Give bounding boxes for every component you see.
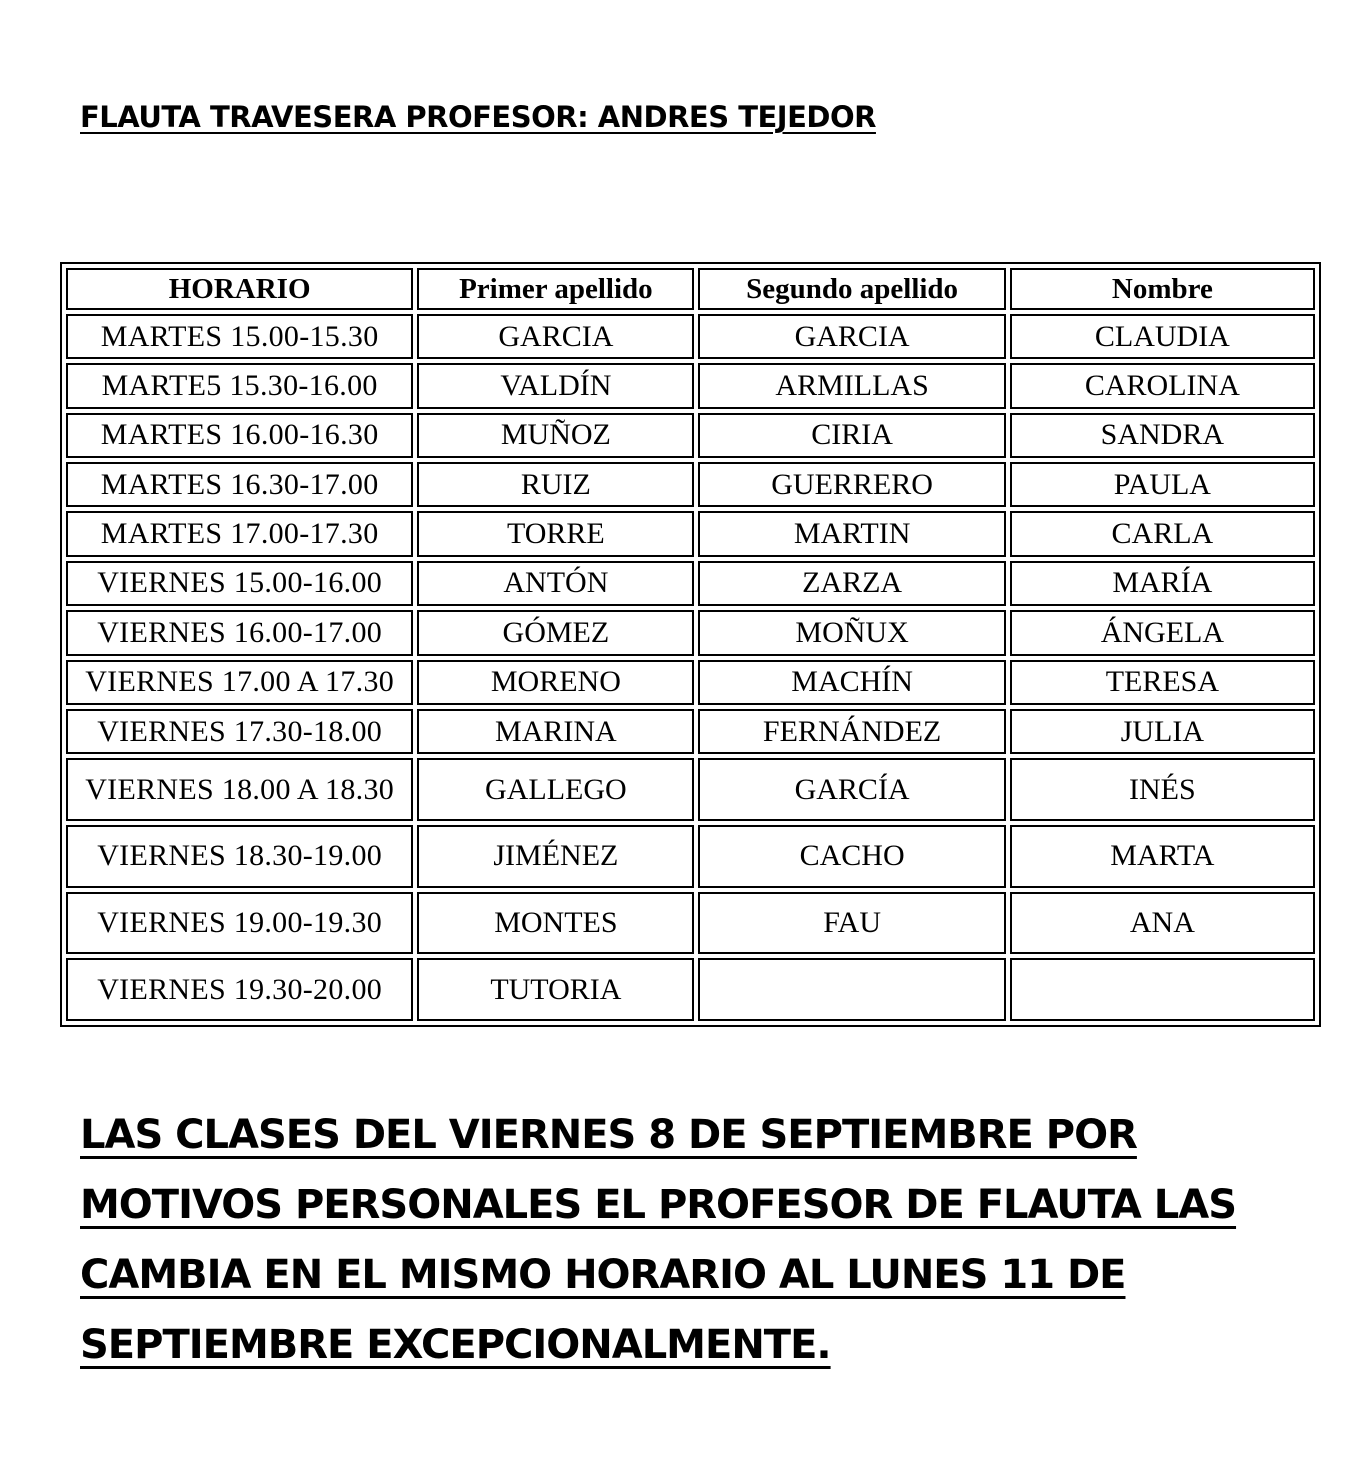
notice-text — [80, 1100, 1280, 1380]
cell-nombre: ÁNGELA — [1010, 610, 1315, 655]
cell-horario: VIERNES 19.00-19.30 — [66, 892, 413, 955]
cell-nombre: MARTA — [1010, 825, 1315, 888]
notice-line-text: SEPTIEMBRE EXCEPCIONALMENTE. — [80, 1322, 831, 1368]
cell-primer-apellido: GÓMEZ — [417, 610, 694, 655]
cell-segundo-apellido: CIRIA — [698, 413, 1005, 458]
notice-line-text: LAS CLASES DEL VIERNES 8 DE SEPTIEMBRE POR — [80, 1112, 1137, 1158]
cell-primer-apellido: TUTORIA — [417, 958, 694, 1021]
cell-horario: MARTES 16.00-16.30 — [66, 413, 413, 458]
notice-line-text: MOTIVOS PERSONALES EL PROFESOR DE FLAUTA LAS — [80, 1182, 1237, 1228]
notice-line — [80, 1100, 1280, 1170]
notice-line — [80, 1240, 1280, 1310]
header-segundo-apellido: Segundo apellido — [698, 268, 1005, 310]
cell-horario: VIERNES 19.30-20.00 — [66, 958, 413, 1021]
cell-primer-apellido: JIMÉNEZ — [417, 825, 694, 888]
cell-segundo-apellido: GUERRERO — [698, 462, 1005, 507]
notice-line — [80, 1170, 1280, 1240]
table-row — [66, 758, 1315, 821]
cell-segundo-apellido: GARCIA — [698, 314, 1005, 359]
header-primer-apellido: Primer apellido — [417, 268, 694, 310]
table-row — [66, 660, 1315, 705]
schedule-table — [62, 264, 1319, 1025]
table-row — [66, 610, 1315, 655]
cell-horario: MARTES 17.00-17.30 — [66, 511, 413, 556]
cell-segundo-apellido: ZARZA — [698, 561, 1005, 606]
cell-nombre: ANA — [1010, 892, 1315, 955]
table-row — [66, 462, 1315, 507]
cell-segundo-apellido: ARMILLAS — [698, 363, 1005, 408]
cell-horario: VIERNES 18.30-19.00 — [66, 825, 413, 888]
table-row — [66, 709, 1315, 754]
cell-horario: MARTE5 15.30-16.00 — [66, 363, 413, 408]
cell-nombre: CAROLINA — [1010, 363, 1315, 408]
table-row — [66, 958, 1315, 1021]
cell-primer-apellido: GARCIA — [417, 314, 694, 359]
table-row — [66, 561, 1315, 606]
header-horario: HORARIO — [66, 268, 413, 310]
cell-segundo-apellido: CACHO — [698, 825, 1005, 888]
cell-nombre: JULIA — [1010, 709, 1315, 754]
cell-horario: VIERNES 16.00-17.00 — [66, 610, 413, 655]
cell-segundo-apellido: FERNÁNDEZ — [698, 709, 1005, 754]
cell-primer-apellido: ANTÓN — [417, 561, 694, 606]
cell-nombre: MARÍA — [1010, 561, 1315, 606]
table-row — [66, 825, 1315, 888]
cell-horario: VIERNES 17.30-18.00 — [66, 709, 413, 754]
table-row — [66, 314, 1315, 359]
header-nombre: Nombre — [1010, 268, 1315, 310]
cell-primer-apellido: MARINA — [417, 709, 694, 754]
cell-nombre: CLAUDIA — [1010, 314, 1315, 359]
cell-segundo-apellido: FAU — [698, 892, 1005, 955]
schedule-table-frame — [60, 262, 1321, 1027]
cell-nombre: SANDRA — [1010, 413, 1315, 458]
cell-primer-apellido: RUIZ — [417, 462, 694, 507]
table-row — [66, 892, 1315, 955]
cell-segundo-apellido: GARCÍA — [698, 758, 1005, 821]
cell-segundo-apellido: MARTIN — [698, 511, 1005, 556]
cell-horario: VIERNES 15.00-16.00 — [66, 561, 413, 606]
table-row — [66, 413, 1315, 458]
table-header-row — [66, 268, 1315, 310]
cell-horario: MARTES 16.30-17.00 — [66, 462, 413, 507]
table-row — [66, 363, 1315, 408]
cell-segundo-apellido: MOÑUX — [698, 610, 1005, 655]
cell-segundo-apellido — [698, 958, 1005, 1021]
cell-primer-apellido: VALDÍN — [417, 363, 694, 408]
cell-nombre: CARLA — [1010, 511, 1315, 556]
cell-nombre: PAULA — [1010, 462, 1315, 507]
cell-primer-apellido: MUÑOZ — [417, 413, 694, 458]
cell-nombre: TERESA — [1010, 660, 1315, 705]
notice-line-text: CAMBIA EN EL MISMO HORARIO AL LUNES 11 DE — [80, 1252, 1126, 1298]
notice-line — [80, 1310, 1280, 1380]
cell-segundo-apellido: MACHÍN — [698, 660, 1005, 705]
cell-horario: VIERNES 18.00 A 18.30 — [66, 758, 413, 821]
table-row — [66, 511, 1315, 556]
cell-horario: MARTES 15.00-15.30 — [66, 314, 413, 359]
page-title: FLAUTA TRAVESERA PROFESOR: ANDRES TEJEDOR — [80, 100, 876, 134]
cell-primer-apellido: TORRE — [417, 511, 694, 556]
cell-horario: VIERNES 17.00 A 17.30 — [66, 660, 413, 705]
cell-primer-apellido: GALLEGO — [417, 758, 694, 821]
cell-nombre — [1010, 958, 1315, 1021]
cell-nombre: INÉS — [1010, 758, 1315, 821]
cell-primer-apellido: MORENO — [417, 660, 694, 705]
cell-primer-apellido: MONTES — [417, 892, 694, 955]
